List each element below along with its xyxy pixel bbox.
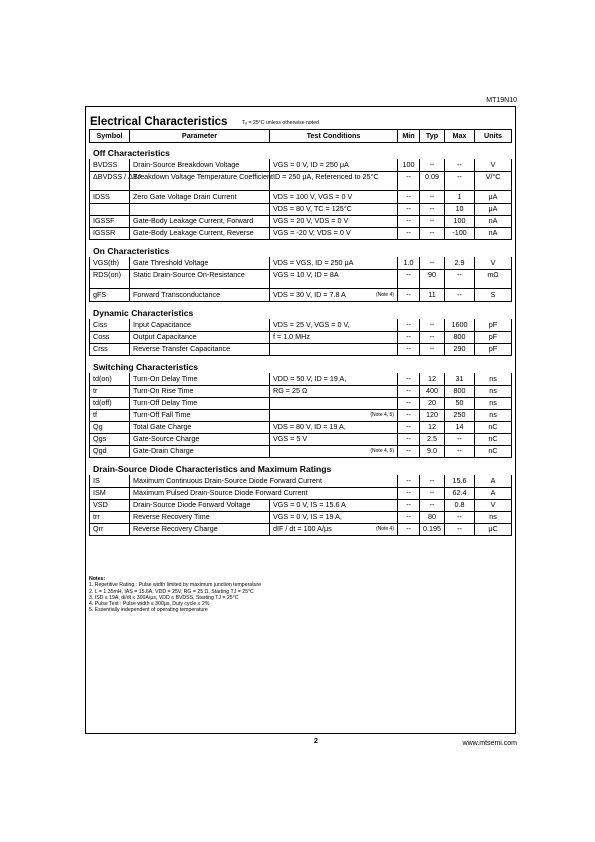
parameter-cell: Output Capacitance [130, 331, 270, 344]
table-row [89, 385, 512, 397]
parameter-cell: Gate-Body Leakage Current, Reverse [130, 227, 270, 240]
section-title: Off Characteristics [93, 148, 170, 158]
unit-cell: μA [475, 203, 512, 216]
typ-cell: 0.09 [420, 171, 445, 191]
table-row [89, 319, 512, 331]
condition-note: Tₑ = 25°C unless otherwise noted [241, 120, 320, 126]
max-cell: 10 [445, 203, 475, 216]
min-cell: 1.0 [398, 257, 420, 270]
parameter-cell: Gate-Drain Charge [130, 445, 270, 458]
table-row [89, 445, 512, 457]
typ-cell: -- [420, 257, 445, 270]
typ-cell: -- [420, 191, 445, 204]
max-cell: 2.9 [445, 257, 475, 270]
max-cell: 250 [445, 409, 475, 422]
max-cell: 62.4 [445, 487, 475, 500]
unit-cell: pF [475, 319, 512, 332]
symbol-cell: ISM [89, 487, 130, 500]
parameter-cell: Turn-On Rise Time [130, 385, 270, 398]
col-max: Max [445, 129, 475, 143]
max-cell: 290 [445, 343, 475, 356]
page-number: 2 [314, 738, 318, 745]
table-row [89, 487, 512, 499]
parameter-cell: Reverse Recovery Time [130, 511, 270, 524]
condition-cell: VDS = 100 V, VGS = 0 V [270, 191, 398, 204]
max-cell: 800 [445, 331, 475, 344]
unit-cell: V [475, 499, 512, 512]
min-cell: -- [398, 191, 420, 204]
table-row [89, 511, 512, 523]
max-cell: 1600 [445, 319, 475, 332]
parameter-cell: Input Capacitance [130, 319, 270, 332]
parameter-cell: Static Drain-Source On-Resistance [130, 269, 270, 289]
max-cell: 31 [445, 373, 475, 386]
parameter-cell: Gate Threshold Voltage [130, 257, 270, 270]
unit-cell: S [475, 289, 512, 302]
parameter-cell: Forward Transconductance [130, 289, 270, 302]
condition-cell: VDS = VGS, ID = 250 μA [270, 257, 398, 270]
symbol-cell: IDSS [89, 191, 130, 204]
symbol-cell: RDS(on) [89, 269, 130, 289]
symbol-cell: gFS [89, 289, 130, 302]
table-header [90, 112, 319, 130]
note-ref: (Note 4) [375, 526, 394, 532]
table-row [89, 421, 512, 433]
typ-cell: -- [420, 475, 445, 488]
symbol-cell: Ciss [89, 319, 130, 332]
section-title: Switching Characteristics [93, 362, 199, 372]
unit-cell: ns [475, 511, 512, 524]
table-row [89, 227, 512, 239]
symbol-cell: Coss [89, 331, 130, 344]
table-row [89, 475, 512, 487]
condition-cell: VGS = -20 V, VDS = 0 V [270, 227, 398, 240]
min-cell: -- [398, 523, 420, 536]
website-url: www.mtsemi.com [462, 740, 517, 747]
characteristics-frame [85, 106, 516, 734]
condition-cell [270, 289, 398, 302]
note-4: 4. Pulse Test : Pulse width ≤ 300μs, Duty cycle ≤ 2% [89, 601, 210, 608]
condition-cell: VGS = 5 V [270, 433, 398, 446]
note-2: 2. L = 1.35mH, IAS = 15.6A, VDD = 25V, RG = 25 Ω, Starting TJ = 25°C [89, 588, 254, 595]
typ-cell: 11 [420, 289, 445, 302]
max-cell: -- [445, 269, 475, 289]
max-cell: 14 [445, 421, 475, 434]
parameter-cell: Drain-Source Breakdown Voltage [130, 159, 270, 172]
parameter-cell: Total Gate Charge [130, 421, 270, 434]
symbol-cell: ΔBVDSS / ΔTJ [89, 171, 130, 191]
unit-cell: ns [475, 397, 512, 410]
symbol-cell: IGSSR [89, 227, 130, 240]
parameter-cell: Gate-Body Leakage Current, Forward [130, 215, 270, 228]
typ-cell: -- [420, 499, 445, 512]
min-cell: -- [398, 397, 420, 410]
symbol-cell: Qg [89, 421, 130, 434]
unit-cell: μC [475, 523, 512, 536]
max-cell: 50 [445, 397, 475, 410]
typ-cell: 0.195 [420, 523, 445, 536]
table-row [89, 523, 512, 535]
typ-cell: 80 [420, 511, 445, 524]
max-cell: -100 [445, 227, 475, 240]
min-cell: -- [398, 475, 420, 488]
min-cell: -- [398, 499, 420, 512]
min-cell: -- [398, 215, 420, 228]
max-cell: 0.8 [445, 499, 475, 512]
min-cell: -- [398, 409, 420, 422]
max-cell: -- [445, 159, 475, 172]
parameter-cell: Reverse Recovery Charge [130, 523, 270, 536]
condition-text: dIF / dt = 100 A/μs [273, 524, 332, 533]
symbol-cell: Qgs [89, 433, 130, 446]
table-row [89, 409, 512, 421]
min-cell: -- [398, 227, 420, 240]
min-cell: -- [398, 269, 420, 289]
symbol-cell: td(off) [89, 397, 130, 410]
condition-cell: VGS = 0 V, IS = 15.6 A [270, 499, 398, 512]
symbol-cell: trr [89, 511, 130, 524]
note-1: 1. Repetitive Rating : Pulse width limited by maximum junction temperature [89, 582, 262, 589]
table-header-row [89, 129, 512, 141]
typ-cell: -- [420, 343, 445, 356]
table-row [89, 159, 512, 171]
max-cell: -- [445, 523, 475, 536]
table-row [89, 191, 512, 203]
parameter-cell: Maximum Pulsed Drain-Source Diode Forward Current [130, 487, 398, 500]
typ-cell: 20 [420, 397, 445, 410]
condition-cell: VDS = 25 V, VGS = 0 V, [270, 319, 398, 332]
col-conditions: Test Conditions [270, 129, 398, 143]
note-ref: (Note 4, 5) [370, 448, 394, 454]
max-cell: 800 [445, 385, 475, 398]
unit-cell: nC [475, 433, 512, 446]
note-5: 5. Essentially independent of operating temperature [89, 607, 208, 614]
col-typ: Typ [420, 129, 445, 143]
typ-cell: 12 [420, 373, 445, 386]
parameter-cell: Turn-On Delay Time [130, 373, 270, 386]
min-cell: -- [398, 511, 420, 524]
condition-cell: f = 1.0 MHz [270, 331, 398, 344]
note-ref: (Note 4, 5) [370, 412, 394, 418]
section-title: Drain-Source Diode Characteristics and Maximum Ratings [93, 464, 332, 474]
parameter-cell: Reverse Transfer Capacitance [130, 343, 270, 356]
condition-text: VDS = 30 V, ID = 7.8 A [273, 290, 346, 299]
min-cell: -- [398, 433, 420, 446]
min-cell: -- [398, 487, 420, 500]
max-cell: -- [445, 445, 475, 458]
min-cell: -- [398, 445, 420, 458]
condition-cell: ID = 250 μA, Referenced to 25°C [270, 171, 398, 191]
typ-cell: -- [420, 487, 445, 500]
symbol-cell: tf [89, 409, 130, 422]
condition-cell: VGS = 20 V, VDS = 0 V [270, 215, 398, 228]
min-cell: 100 [398, 159, 420, 172]
note-3: 3. ISD ≤ 19A, di/dt ≤ 300A/μs, VDD ≤ BVDSS, Starting TJ = 25°C [89, 594, 239, 601]
max-cell: -- [445, 433, 475, 446]
min-cell: -- [398, 289, 420, 302]
typ-cell: -- [420, 227, 445, 240]
unit-cell: A [475, 487, 512, 500]
table-row [89, 397, 512, 409]
typ-cell: -- [420, 331, 445, 344]
unit-cell: μA [475, 191, 512, 204]
table-row [89, 203, 512, 215]
parameter-cell: Gate-Source Charge [130, 433, 270, 446]
table-row [89, 269, 512, 289]
table-row [89, 289, 512, 301]
typ-cell: 90 [420, 269, 445, 289]
col-parameter: Parameter [130, 129, 270, 143]
symbol-cell: IS [89, 475, 130, 488]
table-row [89, 343, 512, 355]
max-cell: -- [445, 171, 475, 191]
parameter-cell: Drain-Source Diode Forward Voltage [130, 499, 270, 512]
typ-cell: -- [420, 319, 445, 332]
page-title: Electrical Characteristics [90, 116, 228, 128]
notes [89, 576, 261, 614]
parameter-cell: Maximum Continuous Drain-Source Diode Forward Current [130, 475, 398, 488]
min-cell: -- [398, 171, 420, 191]
part-number: MT19N10 [486, 97, 517, 104]
unit-cell: nA [475, 227, 512, 240]
note-ref: (Note 4) [375, 292, 394, 298]
max-cell: 1 [445, 191, 475, 204]
unit-cell: nC [475, 445, 512, 458]
max-cell: 100 [445, 215, 475, 228]
symbol-cell: Crss [89, 343, 130, 356]
characteristics-table [89, 129, 512, 535]
unit-cell: pF [475, 343, 512, 356]
min-cell: -- [398, 319, 420, 332]
symbol-cell: td(on) [89, 373, 130, 386]
table-row [89, 331, 512, 343]
col-min: Min [398, 129, 420, 143]
unit-cell: pF [475, 331, 512, 344]
section-title: On Characteristics [93, 246, 170, 256]
symbol-cell: VGS(th) [89, 257, 130, 270]
min-cell: -- [398, 421, 420, 434]
typ-cell: -- [420, 203, 445, 216]
max-cell: -- [445, 511, 475, 524]
table-row [89, 257, 512, 269]
table-row [89, 215, 512, 227]
condition-cell: VGS = 0 V, ID = 250 μA [270, 159, 398, 172]
condition-cell: VDD = 50 V, ID = 19 A, [270, 373, 398, 386]
condition-cell: VGS = 0 V, IS = 19 A, [270, 511, 398, 524]
condition-cell: VDS = 80 V, ID = 19 A, [270, 421, 398, 434]
symbol-cell: VSD [89, 499, 130, 512]
typ-cell: -- [420, 159, 445, 172]
symbol-cell: Qgd [89, 445, 130, 458]
unit-cell: V [475, 257, 512, 270]
min-cell: -- [398, 385, 420, 398]
table-row [89, 499, 512, 511]
max-cell: -- [445, 289, 475, 302]
section-title: Dynamic Characteristics [93, 308, 194, 318]
table-row [89, 433, 512, 445]
table-row [89, 171, 512, 191]
parameter-cell: Breakdown Voltage Temperature Coefficient [130, 171, 270, 191]
typ-cell: -- [420, 215, 445, 228]
unit-cell: ns [475, 409, 512, 422]
parameter-cell: Turn-Off Delay Time [130, 397, 270, 410]
symbol-cell: BVDSS [89, 159, 130, 172]
parameter-cell: Turn-Off Fall Time [130, 409, 270, 422]
unit-cell: A [475, 475, 512, 488]
unit-cell: nC [475, 421, 512, 434]
notes-title: Notes: [89, 576, 106, 582]
max-cell: 15.6 [445, 475, 475, 488]
symbol-cell: IGSSF [89, 215, 130, 228]
col-units: Units [475, 129, 512, 143]
table-row [89, 373, 512, 385]
typ-cell: 2.5 [420, 433, 445, 446]
typ-cell: 120 [420, 409, 445, 422]
min-cell: -- [398, 203, 420, 216]
condition-cell [270, 343, 398, 356]
typ-cell: 12 [420, 421, 445, 434]
unit-cell: nA [475, 215, 512, 228]
condition-cell: RG = 25 Ω [270, 385, 398, 398]
condition-cell: VDS = 80 V, TC = 125°C [270, 203, 398, 216]
condition-cell [270, 523, 398, 536]
unit-cell: V [475, 159, 512, 172]
min-cell: -- [398, 343, 420, 356]
col-symbol: Symbol [89, 129, 130, 143]
typ-cell: 9.0 [420, 445, 445, 458]
unit-cell: V/°C [475, 171, 512, 191]
min-cell: -- [398, 373, 420, 386]
symbol-cell: Qrr [89, 523, 130, 536]
unit-cell: mΩ [475, 269, 512, 289]
min-cell: -- [398, 331, 420, 344]
unit-cell: ns [475, 385, 512, 398]
typ-cell: 400 [420, 385, 445, 398]
unit-cell: ns [475, 373, 512, 386]
symbol-cell: tr [89, 385, 130, 398]
parameter-cell: Zero Gate Voltage Drain Current [130, 191, 270, 204]
condition-cell: VGS = 10 V, ID = 8A [270, 269, 398, 289]
